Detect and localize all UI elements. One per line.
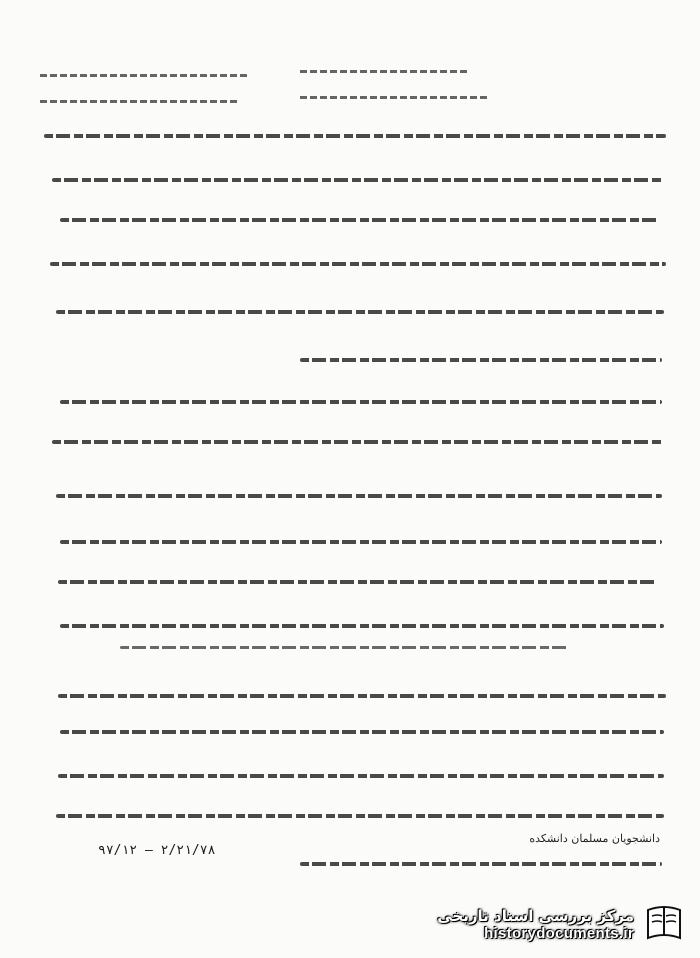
watermark-text	[437, 907, 634, 942]
watermark-title: مرکز بررسی اسناد تاریخی	[437, 906, 634, 925]
signature: دانشجویان مسلمان دانشکده	[529, 832, 660, 845]
document-date: ۹۷/۱۲ — ۲/۲۱/۷۸	[98, 843, 216, 858]
watermark	[386, 898, 686, 950]
book-logo-icon	[642, 902, 686, 946]
watermark-url: historydocuments.ir	[484, 924, 634, 942]
